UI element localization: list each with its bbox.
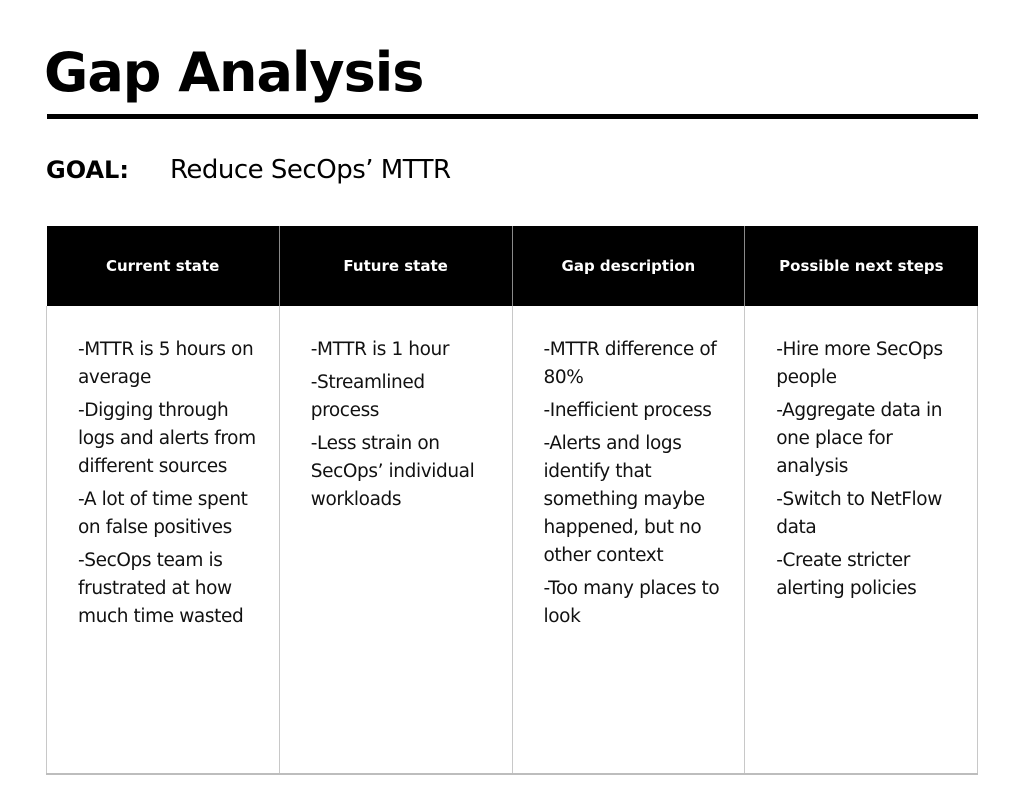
list-item: -Hire more SecOps people bbox=[776, 339, 943, 388]
list-item: -Less strain on SecOps’ individual workloads bbox=[310, 433, 475, 510]
list-item: -Create stricter alerting policies bbox=[776, 550, 917, 599]
cell-future-state bbox=[279, 306, 512, 774]
column-header-future-state: Future state bbox=[279, 226, 512, 306]
goal-value: Reduce SecOps’ MTTR bbox=[170, 155, 451, 185]
cell-next-steps bbox=[745, 306, 978, 774]
list-item: -Alerts and logs identify that something maybe happened, but no other context bbox=[543, 433, 705, 566]
list-item: -SecOps team is frustrated at how much time wasted bbox=[78, 550, 244, 627]
column-header-gap-description: Gap description bbox=[512, 226, 745, 306]
gap-description-list bbox=[544, 336, 729, 631]
list-item: -Switch to NetFlow data bbox=[776, 489, 942, 538]
list-item: -Aggregate data in one place for analysis bbox=[776, 400, 943, 477]
cell-gap-description bbox=[512, 306, 745, 774]
list-item: -Digging through logs and alerts from different sources bbox=[78, 400, 256, 477]
page-title: Gap Analysis bbox=[44, 41, 424, 104]
list-item: -Streamlined process bbox=[310, 372, 425, 421]
list-item: -MTTR difference of 80% bbox=[543, 339, 717, 388]
list-item: -A lot of time spent on false positives bbox=[78, 489, 248, 538]
list-item: -MTTR is 5 hours on average bbox=[78, 339, 254, 388]
next-steps-list bbox=[776, 336, 961, 603]
list-item: -Too many places to look bbox=[543, 578, 720, 627]
current-state-list bbox=[78, 336, 263, 631]
list-item: -Inefficient process bbox=[543, 400, 712, 421]
gap-analysis-table bbox=[46, 226, 978, 775]
list-item: -MTTR is 1 hour bbox=[310, 339, 450, 360]
column-header-current-state: Current state bbox=[47, 226, 280, 306]
goal-row bbox=[46, 150, 451, 190]
future-state-list bbox=[311, 336, 496, 514]
goal-label: GOAL: bbox=[46, 156, 129, 184]
title-divider bbox=[47, 114, 978, 119]
table-row bbox=[47, 306, 978, 774]
cell-current-state bbox=[47, 306, 280, 774]
column-header-next-steps: Possible next steps bbox=[745, 226, 978, 306]
table-header-row bbox=[47, 226, 978, 306]
